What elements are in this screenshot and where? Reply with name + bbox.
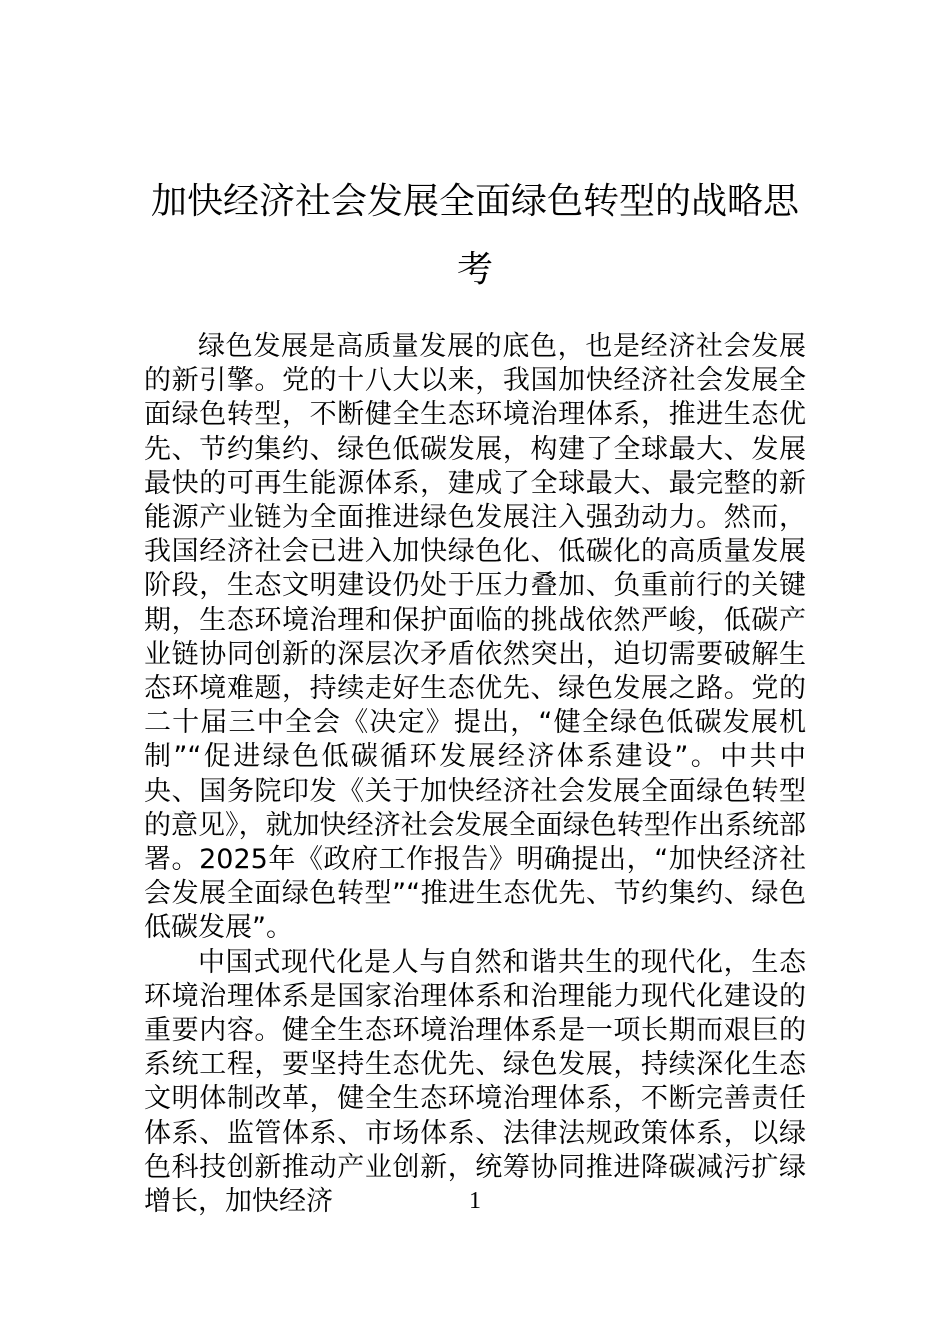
body-paragraph-1: 绿色发展是高质量发展的底色，也是经济社会发展的新引擎。党的十八大以来，我国加快经济社会发展全面绿色转型，不断健全生态环境治理体系，推进生态优先、节约集约、绿色低碳发展，构建了全球最大、发展最快的可再生能源体系，建成了全球最大、最完整的新能源产业链为全面推进绿色发展注入强劲动力。然而，我国经济社会已进入加快绿色化、低碳化的高质量发展阶段，生态文明建设仍处于压力叠加、负重前行的关键期，生态环境治理和保护面临的挑战依然严峻，低碳产业链协同创新的深层次矛盾依然突出，迫切需要破解生态环境难题，持续走好生态优先、绿色发展之路。党的二十届三中全会《决定》提出，“健全绿色低碳发展机制”“促进绿色低碳循环发展经济体系建设”。中共中央、国务院印发《关于加快经济社会发展全面绿色转型的意见》，就加快经济社会发展全面绿色转型作出系统部署。2025年《政府工作报告》明确提出，“加快经济社会发展全面绿色转型”“推进生态优先、节约集约、绿色低碳发展”。 (144, 331, 806, 944)
body-paragraph-2: 中国式现代化是人与自然和谐共生的现代化，生态环境治理体系是国家治理体系和治理能力现代化建设的重要内容。健全生态环境治理体系是一项长期而艰巨的系统工程，要坚持生态优先、绿色发展，持续深化生态文明体制改革，健全生态环境治理体系，不断完善责任体系、监管体系、市场体系、法律法规政策体系，以绿色科技创新推动产业创新，统筹协同推进降碳减污扩绿增长，加快经济 (144, 946, 806, 1218)
page-number: 1 (469, 1188, 481, 1214)
document-body (144, 330, 806, 1219)
document-title: 加快经济社会发展全面绿色转型的战略思考 (150, 181, 799, 290)
